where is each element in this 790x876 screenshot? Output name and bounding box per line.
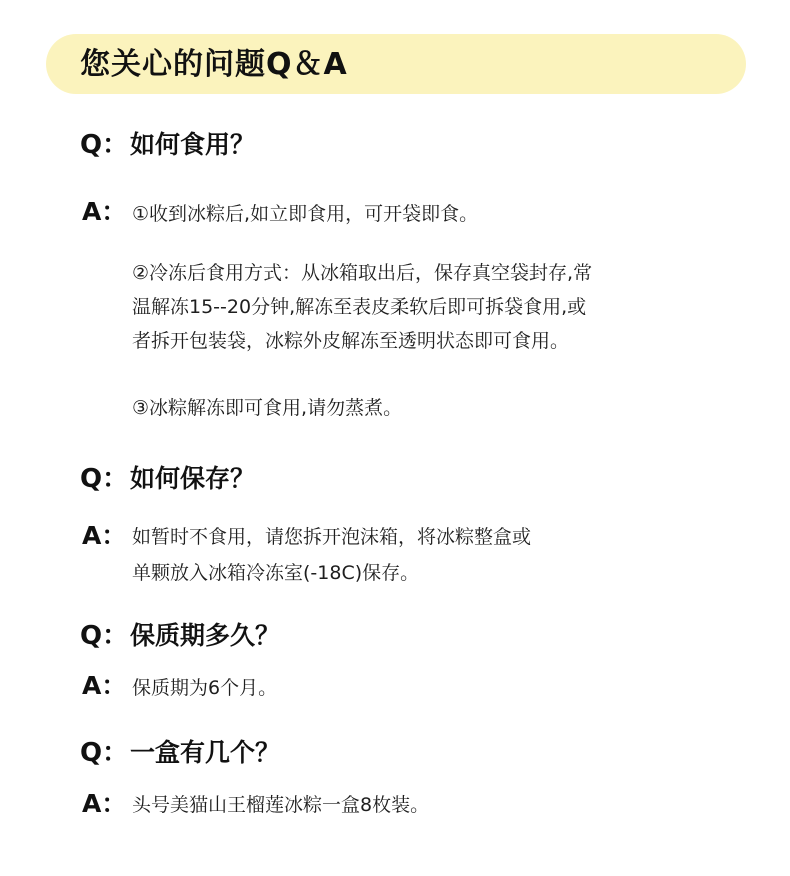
question-text: 如何食用？ bbox=[130, 130, 256, 159]
faq-question-4 bbox=[80, 733, 280, 773]
page-title: 您关心的问题Q＆A bbox=[80, 47, 348, 82]
answer-line: 如暂时不食用，请您拆开泡沫箱，将冰粽整盒或 bbox=[132, 526, 532, 548]
faq-question-3 bbox=[80, 616, 280, 656]
answer-line: ②冷冻后食用方式：从冰箱取出后，保存真空袋封存,常 bbox=[132, 262, 593, 284]
question-marker: Q： bbox=[80, 464, 129, 494]
answer-line: ①收到冰粽后,如立即食用，可开袋即食。 bbox=[132, 203, 479, 225]
question-text: 如何保存？ bbox=[130, 464, 256, 493]
answer-line: 者拆开包装袋，冰粽外皮解冻至透明状态即可食用。 bbox=[132, 330, 570, 352]
answer-line: 保质期为6个月。 bbox=[132, 677, 278, 699]
answer-marker: A： bbox=[82, 197, 127, 226]
answer-marker: A： bbox=[82, 789, 127, 818]
faq-question-1 bbox=[80, 125, 255, 165]
question-text: 一盒有几个？ bbox=[130, 738, 281, 767]
answer-marker: A： bbox=[82, 521, 127, 550]
question-marker: Q： bbox=[80, 130, 129, 160]
answer-line: 单颗放入冰箱冷冻室(-18C)保存。 bbox=[132, 562, 420, 584]
answer-line: ③冰粽解冻即可食用,请勿蒸煮。 bbox=[132, 397, 403, 419]
question-marker: Q： bbox=[80, 738, 129, 768]
answer-line: 头号美猫山王榴莲冰粽一盒8枚装。 bbox=[132, 794, 430, 816]
question-marker: Q： bbox=[80, 621, 129, 651]
answer-line: 温解冻15--20分钟,解冻至表皮柔软后即可拆袋食用,或 bbox=[132, 296, 587, 318]
answer-marker: A： bbox=[82, 671, 127, 700]
faq-question-2 bbox=[80, 459, 255, 499]
question-text: 保质期多久？ bbox=[130, 621, 281, 650]
